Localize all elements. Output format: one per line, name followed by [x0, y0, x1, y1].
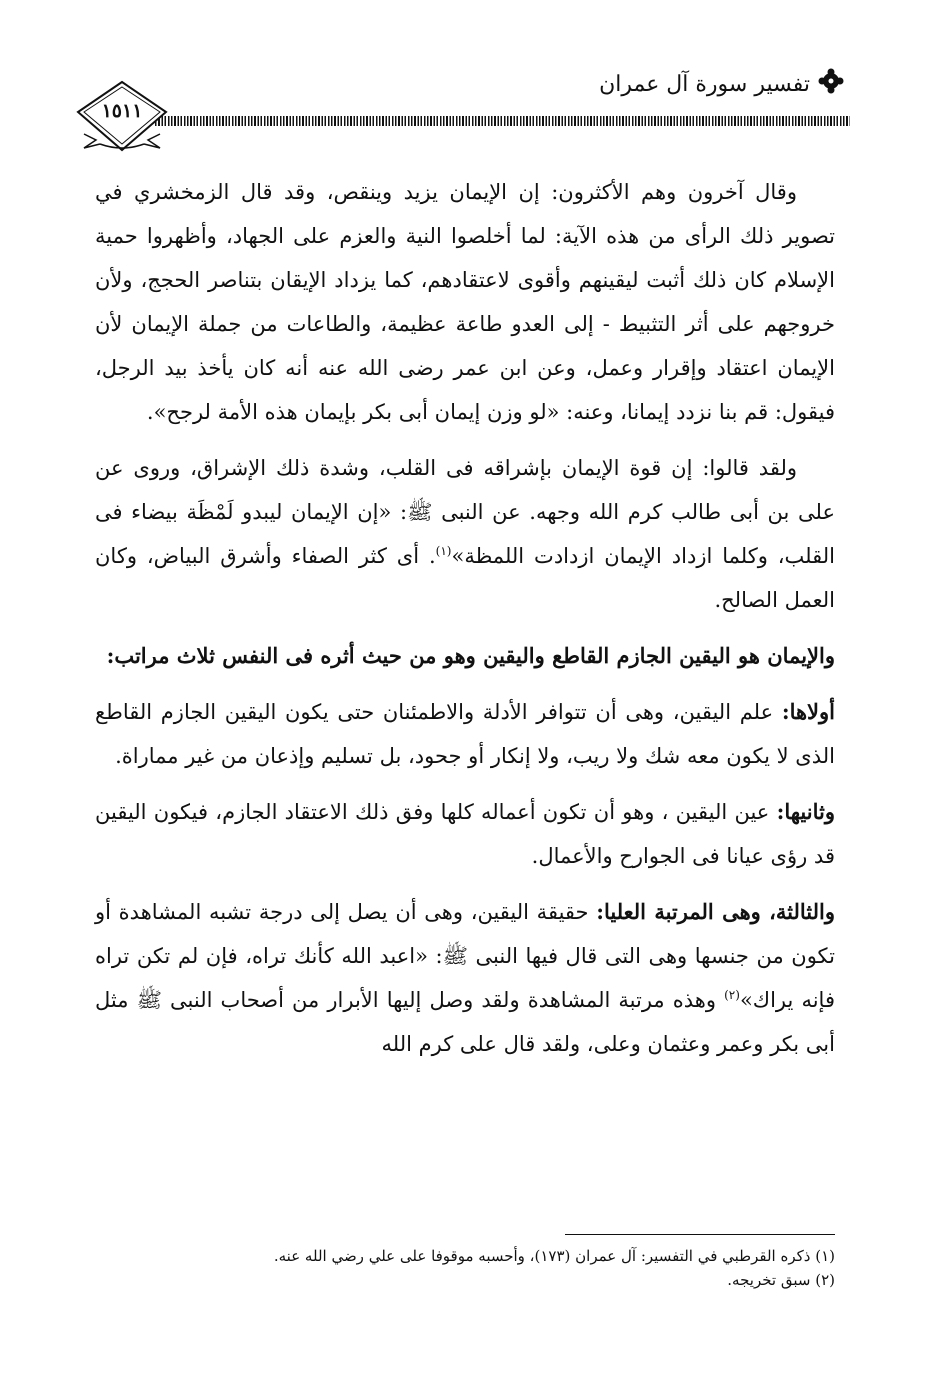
paragraph	[95, 790, 835, 878]
paragraph	[95, 446, 835, 622]
page-number-badge-icon	[72, 78, 172, 168]
paragraph-lead: أولاها:	[781, 699, 835, 724]
page-header	[60, 60, 850, 160]
flower-ornament-icon	[818, 68, 844, 94]
paragraph-text: علم اليقين، وهى أن تتوافر الأدلة والاطمئنان حتى يكون اليقين الجازم القاطع الذى لا يكون معه شك ولا ريب، ولا إنكار أو جحود، بل تسليم وإذعان من غير مماراة.	[95, 700, 835, 768]
paragraph-text: وقال آخرون وهم الأكثرون: إن الإيمان يزيد وينقص، وقد قال الزمخشري في تصوير ذلك الرأى من هذه الآية: لما أخلصوا النية والعزم على الجهاد، وأظهروا حمية الإسلام كان ذلك أثبت ليقينهم وأقوى لاعتقادهم، كما يزداد الإيقان بتناصر الحجج، ولأن خروجهم على أثر التثبيط - إلى العدو طاعة عظيمة، والطاعات من جملة الإيمان لأن الإيمان اعتقاد وإقرار وعمل، وعن ابن عمر رضى الله عنه أنه كان يأخذ بيد الرجل، فيقول: قم بنا نزدد إيمانا، وعنه: «لو وزن إيمان أبى بكر بإيمان هذه الأمة لرجح».	[95, 180, 835, 424]
footnote-marker: (١)	[435, 544, 452, 558]
paragraph-tail: . أى كثر الصفاء وأشرق البياض، وكان العمل الصالح.	[95, 544, 835, 612]
running-title: تفسير سورة آل عمران	[599, 72, 810, 97]
page-number: ١٥١١	[101, 100, 143, 122]
paragraph-text: ولقد قالوا: إن قوة الإيمان بإشراقه فى القلب، وشدة ذلك الإشراق، وروى عن على بن أبى طالب كرم الله وجهه. عن النبى ﷺ: «إن الإيمان ليبدو لَمْظَة بيضاء فى القلب، وكلما ازداد الإيمان ازدادت اللمظة»	[95, 456, 835, 568]
paragraph-tail: وهذه مرتبة المشاهدة ولقد وصل إليها الأبرار من أصحاب النبى ﷺ مثل أبى بكر وعمر وعثمان وعلى، ولقد قال على كرم الله	[95, 988, 835, 1056]
paragraph	[95, 890, 835, 1066]
footnote: (١) ذكره القرطبي في التفسير: آل عمران (١٧٣)، وأحسبه موقوفا على علي رضي الله عنه.	[273, 1247, 835, 1265]
paragraph-text: والإيمان هو اليقين الجازم القاطع واليقين وهو من حيث أثره فى النفس ثلاث مراتب:	[106, 643, 835, 668]
footnote-separator	[565, 1234, 835, 1235]
paragraph	[95, 690, 835, 778]
footnote: (٢) سبق تخريجه.	[727, 1271, 835, 1289]
paragraph-heading	[95, 634, 835, 678]
header-rule	[155, 116, 850, 126]
paragraph-lead: والثالثة، وهى المرتبة العليا:	[596, 899, 835, 924]
paragraph	[95, 170, 835, 434]
footnotes	[180, 1244, 835, 1292]
paragraph-text: حقيقة اليقين، وهى أن يصل إلى درجة تشبه المشاهدة أو تكون من جنسها وهى التى قال فيها النبى ﷺ: «اعبد الله كأنك تراه، فإن لم تكن تراه فإنه يراك»	[95, 900, 835, 1012]
paragraph-text: عين اليقين ، وهو أن تكون أعماله كلها وفق ذلك الاعتقاد الجازم، فيكون اليقين قد رؤى عيانا فى الجوارح والأعمال.	[95, 800, 835, 868]
footnote-marker: (٢)	[724, 988, 740, 1002]
paragraph-lead: وثانيها:	[776, 799, 835, 824]
body-text	[95, 170, 835, 1078]
